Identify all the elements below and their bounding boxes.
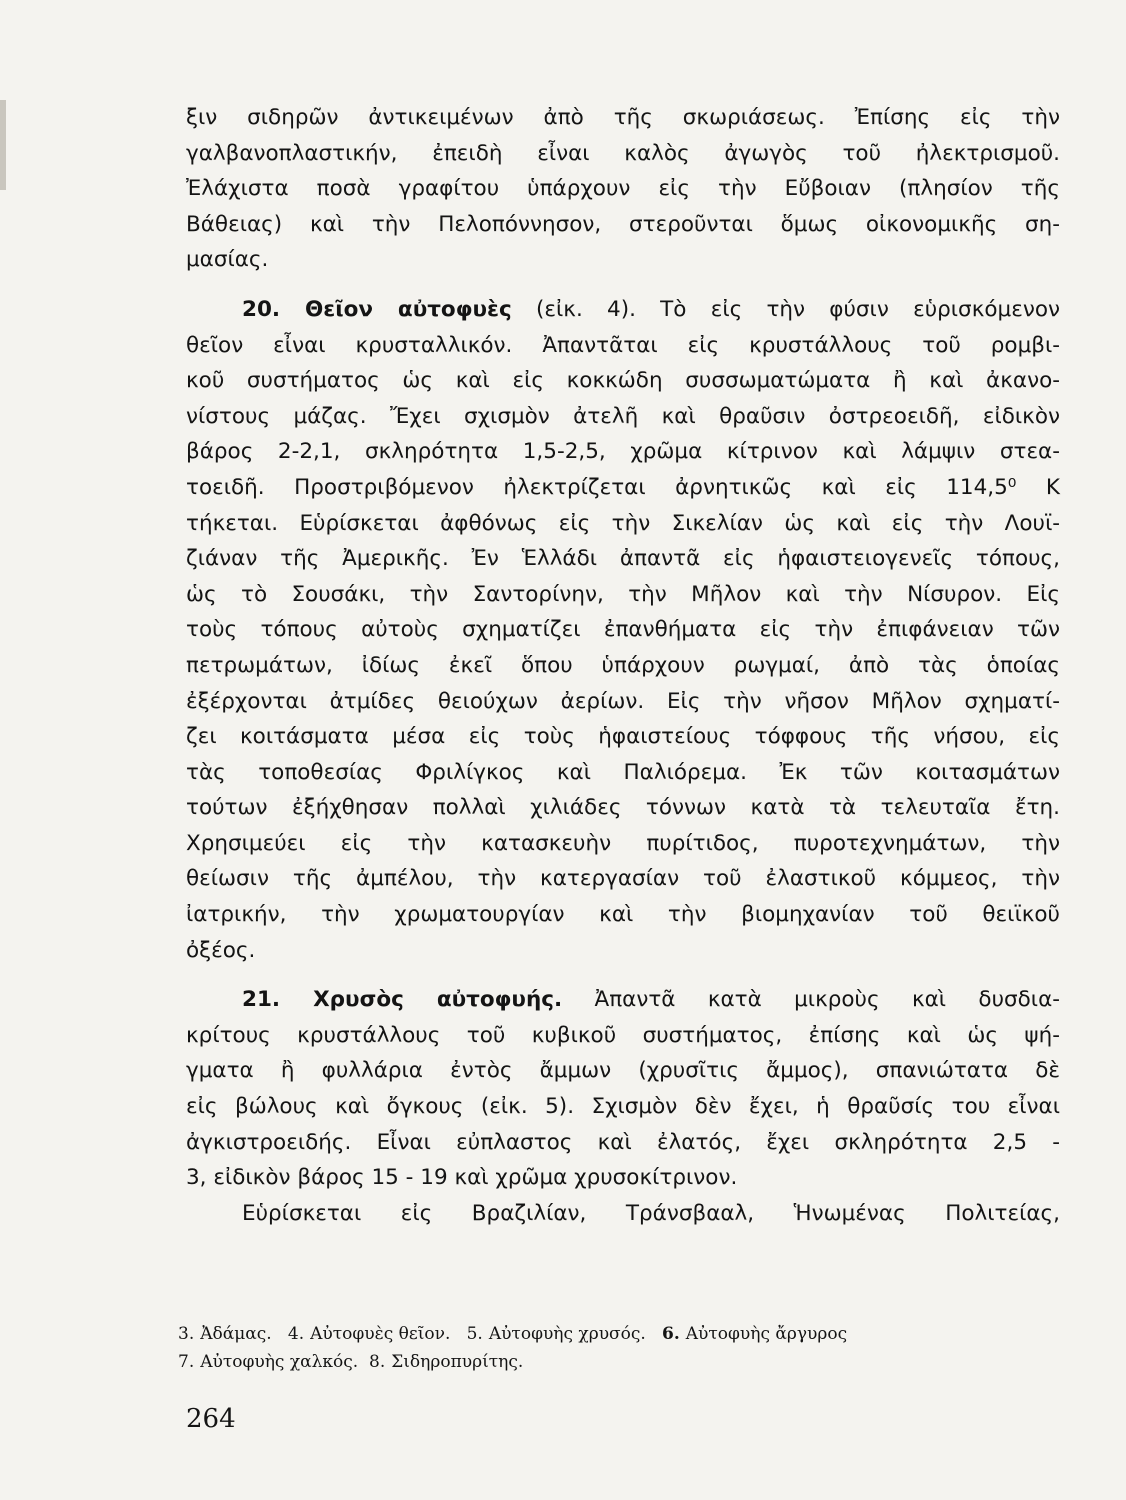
text-line: νίστους μάζας. Ἔχει σχισμὸν ἀτελῆ καὶ θραῦσιν ὀστρεοειδῆ, εἰδικὸν <box>186 403 1060 429</box>
text-line: τήκεται. Εὑρίσκεται ἀφθόνως εἰς τὴν Σικελίαν ὡς καὶ εἰς τὴν Λουϊ- <box>186 510 1060 536</box>
caption-number: 5. <box>466 1324 483 1344</box>
text-line: Χρησιμεύει εἰς τὴν κατασκευὴν πυρίτιδος, πυροτεχνημάτων, τὴν <box>186 830 1060 856</box>
text-line: γματα ἢ φυλλάρια ἐντὸς ἄμμων (χρυσῖτις ἄμμος), σπανιώτατα δὲ <box>186 1058 1060 1084</box>
section-20-first-line <box>186 292 1060 328</box>
text-line: τοὺς τόπους αὐτοὺς σχηματίζει ἐπανθήματα εἰς τὴν ἐπιφάνειαν τῶν <box>186 617 1060 643</box>
section-20-sulfur <box>186 292 1060 968</box>
caption-number: 6. <box>662 1324 680 1344</box>
caption-number: 4. <box>287 1324 305 1344</box>
text-line: Βάθειας) καὶ τὴν Πελοπόννησον, στεροῦνται ὅμως οἰκονομικῆς ση- <box>186 211 1060 237</box>
section-21-gold <box>186 982 1060 1231</box>
caption-text: Αὐτοφυὲς θεῖον. <box>310 1324 451 1344</box>
text-line: εἰς βώλους καὶ ὄγκους (εἰκ. 5). Σχισμὸν δὲν ἔχει, ἡ θραῦσίς του εἶναι <box>186 1094 1060 1120</box>
text-line: κρίτους κρυστάλλους τοῦ κυβικοῦ συστήματος, ἐπίσης καὶ ὡς ψή- <box>186 1022 1060 1048</box>
text-line: ζιάναν τῆς Ἀμερικῆς. Ἐν Ἑλλάδι ἀπαντᾶ εἰς ἡφαιστειογενεῖς τόπους, <box>186 546 1060 572</box>
caption-text: Ἀδάμας. <box>200 1324 272 1344</box>
text-line: τοειδῆ. Προστριβόμενον ἠλεκτρίζεται ἀρνητικῶς καὶ εἰς 114,5⁰ Κ <box>186 474 1060 500</box>
scan-edge-mark <box>0 100 6 190</box>
text-line: ἰατρικήν, τὴν χρωματουργίαν καὶ τὴν βιομηχανίαν τοῦ θειϊκοῦ <box>186 902 1060 928</box>
section-21-heading: 21. Χρυσὸς αὐτοφυής. <box>242 987 563 1013</box>
text-line: ξιν σιδηρῶν ἀντικειμένων ἀπὸ τῆς σκωριάσεως. Ἐπίσης εἰς τὴν <box>186 105 1060 130</box>
text-line: Ἐλάχιστα ποσὰ γραφίτου ὑπάρχουν εἰς τὴν Εὔβοιαν (πλησίον τῆς <box>186 176 1060 202</box>
text-line: μασίας. <box>186 247 269 273</box>
paragraph-graphite-end <box>186 100 1060 278</box>
page-body <box>186 100 1060 1231</box>
caption-number: 7. <box>178 1352 195 1372</box>
text-line: γαλβανοπλαστικήν, ἐπειδὴ εἶναι καλὸς ἀγωγὸς τοῦ ἠλεκτρισμοῦ. <box>186 140 1060 166</box>
caption-line-2 <box>178 1348 1058 1376</box>
caption-text: Σιδηροπυρίτης. <box>391 1352 524 1372</box>
section-21-first-line <box>186 982 1060 1018</box>
section-21-first-line-text: Ἀπαντᾶ κατὰ μικροὺς καὶ δυσδια- <box>562 987 1060 1013</box>
text-line: ἀγκιστροειδής. Εἶναι εὐπλαστος καὶ ἐλατός, ἔχει σκληρότητα 2,5 - <box>186 1129 1060 1155</box>
text-line: ὡς τὸ Σουσάκι, τὴν Σαντορίνην, τὴν Μῆλον καὶ τὴν Νίσυρον. Εἰς <box>186 581 1060 607</box>
text-line: πετρωμάτων, ἰδίως ἐκεῖ ὅπου ὑπάρχουν ρωγμαί, ἀπὸ τὰς ὁποίας <box>186 652 1060 678</box>
text-line: θείωσιν τῆς ἀμπέλου, τὴν κατεργασίαν τοῦ ἐλαστικοῦ κόμμεος, τὴν <box>186 866 1060 892</box>
section-20-first-line-text: (εἰκ. 4). Τὸ εἰς τὴν φύσιν εὑρισκόμενον <box>511 296 1060 322</box>
caption-number: 3. <box>178 1324 195 1344</box>
section-20-heading: 20. Θεῖον αὐτοφυὲς <box>242 296 512 322</box>
caption-line-1 <box>178 1320 1058 1348</box>
text-line: τούτων ἐξήχθησαν πολλαὶ χιλιάδες τόννων κατὰ τὰ τελευταῖα ἔτη. <box>186 795 1060 821</box>
text-line: κοῦ συστήματος ὡς καὶ εἰς κοκκώδη συσσωματώματα ἢ καὶ ἀκανο- <box>186 368 1060 394</box>
caption-number: 8. <box>369 1352 386 1372</box>
text-line: θεῖον εἶναι κρυσταλλικόν. Ἀπαντᾶται εἰς κρυστάλλους τοῦ ρομβι- <box>186 332 1060 358</box>
caption-text: Αὐτοφυὴς ἄργυρος <box>685 1324 848 1344</box>
text-line: ζει κοιτάσματα μέσα εἰς τοὺς ἡφαιστείους τόφφους τῆς νήσου, εἰς <box>186 724 1060 750</box>
text-line: ὀξέος. <box>186 937 256 963</box>
text-line: τὰς τοποθεσίας Φριλίγκος καὶ Παλιόρεμα. Ἐκ τῶν κοιτασμάτων <box>186 759 1060 785</box>
text-line: 3, εἰδικὸν βάρος 15 - 19 καὶ χρῶμα χρυσοκίτρινον. <box>186 1165 738 1191</box>
section-21-second-paragraph: Εὑρίσκεται εἰς Βραζιλίαν, Τράνσβααλ, Ἡνωμένας Πολιτείας, <box>242 1200 1060 1226</box>
text-line: βάρος 2-2,1, σκληρότητα 1,5-2,5, χρῶμα κίτρινον καὶ λάμψιν στεα- <box>186 439 1060 465</box>
text-line: ἐξέρχονται ἀτμίδες θειούχων ἀερίων. Εἰς τὴν νῆσον Μῆλον σχηματί- <box>186 688 1060 714</box>
caption-text: Αὐτοφυὴς χρυσός. <box>488 1324 646 1344</box>
page-number: 264 <box>186 1404 236 1434</box>
figure-captions <box>178 1320 1058 1376</box>
caption-text: Αὐτοφυὴς χαλκός. <box>200 1352 359 1372</box>
